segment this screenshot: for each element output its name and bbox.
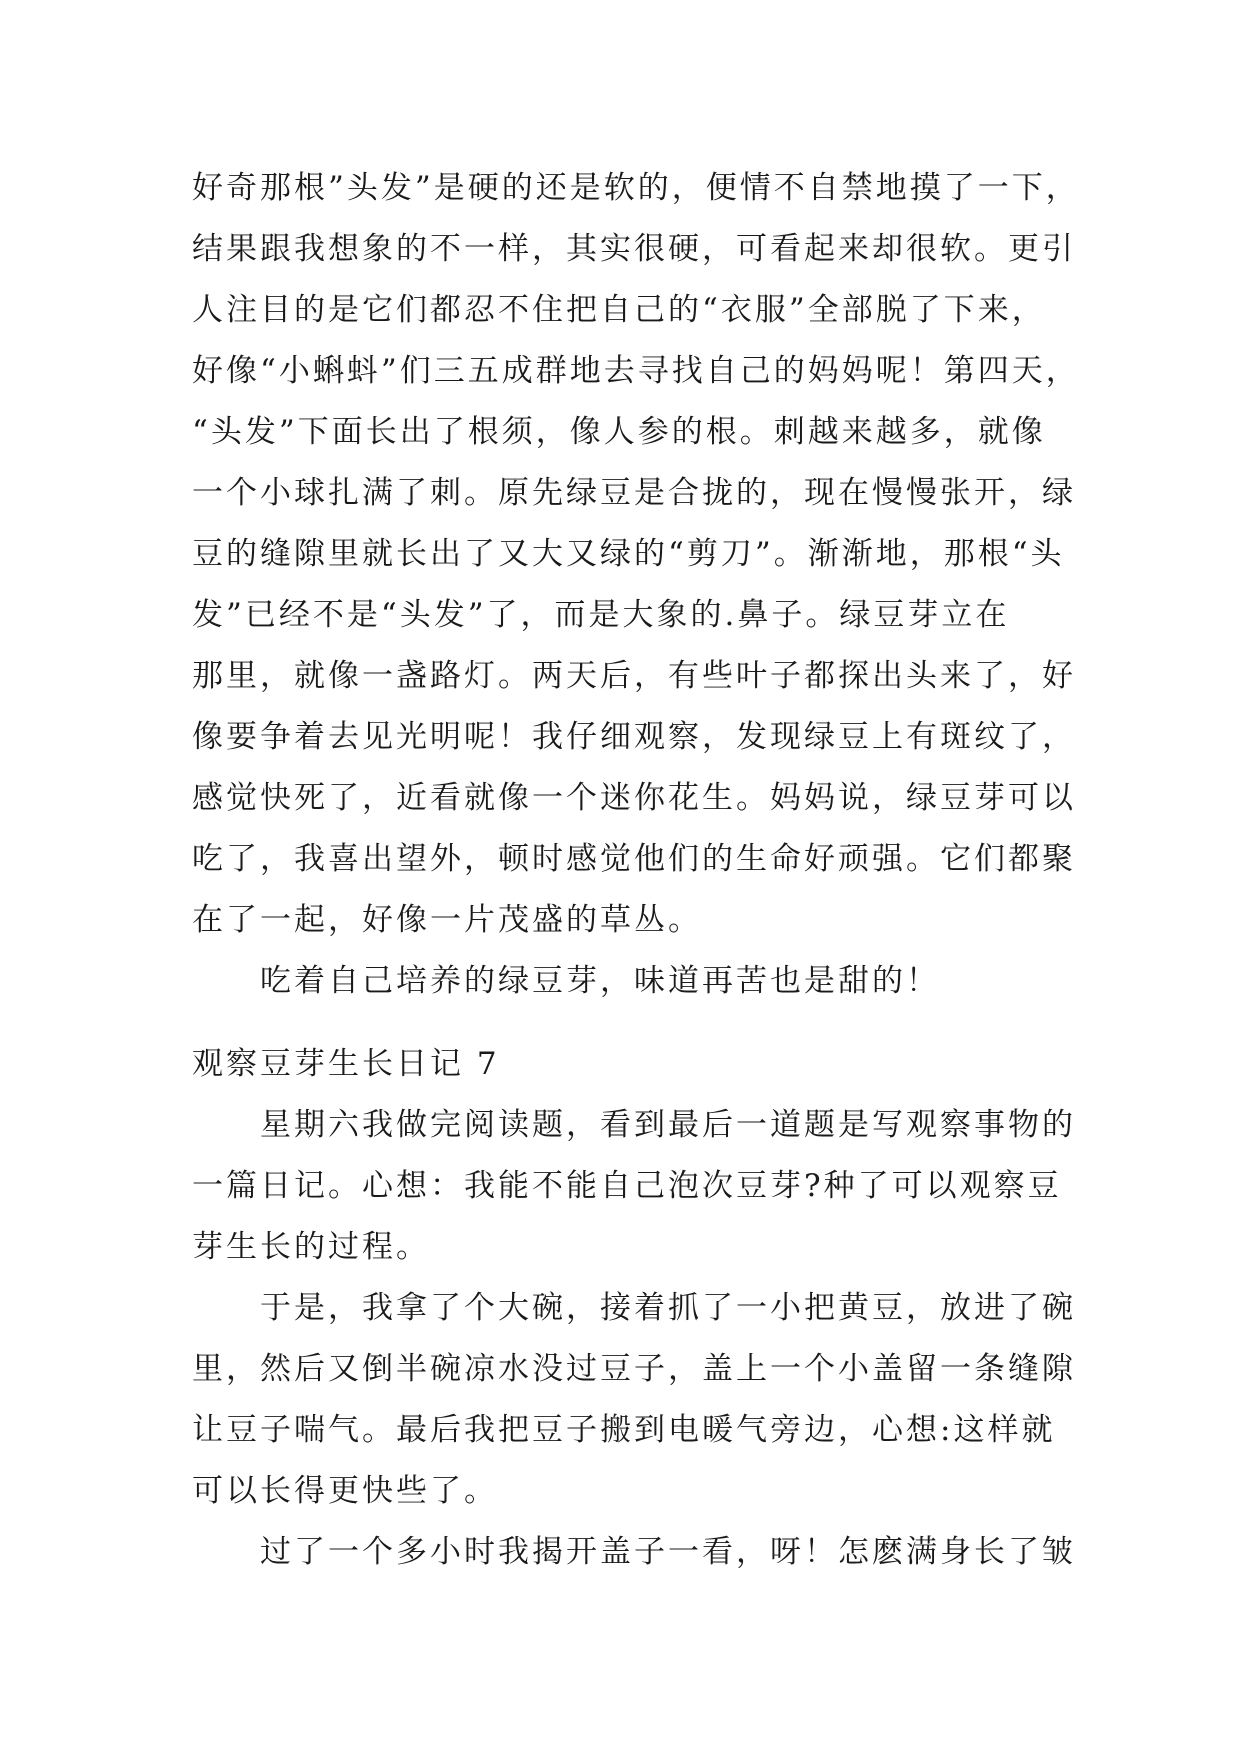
text-line: 结果跟我想象的不一样，其实很硬，可看起来却很软。更引 bbox=[192, 231, 1076, 267]
text-line: 感觉快死了，近看就像一个迷你花生。妈妈说，绿豆芽可以 bbox=[192, 780, 1076, 816]
paragraph bbox=[192, 1522, 1076, 1583]
text-line: 可以长得更快些了。 bbox=[192, 1473, 498, 1509]
text-line: 像要争着去见光明呢！我仔细观察，发现绿豆上有斑纹了， bbox=[192, 719, 1076, 755]
continuation-paragraph bbox=[192, 158, 1080, 1012]
paragraph bbox=[192, 1095, 1076, 1278]
text-line: 豆的缝隙里就长出了又大又绿的“剪刀”。渐渐地，那根“头 bbox=[192, 536, 1065, 572]
text-line: 人注目的是它们都忍不住把自己的“衣服”全部脱了下来， bbox=[192, 292, 1046, 328]
text-line: 星期六我做完阅读题，看到最后一道题是写观察事物的 bbox=[260, 1107, 1076, 1143]
text-line: 好奇那根”头发”是硬的还是软的，便情不自禁地摸了一下， bbox=[192, 170, 1080, 206]
text-line: 吃了，我喜出望外，顿时感觉他们的生命好顽强。它们都聚 bbox=[192, 841, 1076, 877]
text-line: “头发”下面长出了根须，像人参的根。刺越来越多，就像 bbox=[192, 414, 1046, 450]
text-line: 一篇日记。心想：我能不能自己泡次豆芽?种了可以观察豆 bbox=[192, 1168, 1062, 1204]
text-line: 一个小球扎满了刺。原先绿豆是合拢的，现在慢慢张开，绿 bbox=[192, 475, 1076, 511]
text-line: 好像“小蝌蚪”们三五成群地去寻找自己的妈妈呢！第四天， bbox=[192, 353, 1080, 389]
paragraph bbox=[192, 1278, 1076, 1522]
text-line: 芽生长的过程。 bbox=[192, 1229, 430, 1265]
text-line: 发”已经不是“头发”了，而是大象的.鼻子。绿豆芽立在 bbox=[192, 597, 1010, 633]
section-heading bbox=[192, 1034, 1072, 1095]
text-line: 在了一起，好像一片茂盛的草丛。 bbox=[192, 902, 702, 938]
text-line: 过了一个多小时我揭开盖子一看，呀！怎麽满身长了皱 bbox=[260, 1534, 1076, 1570]
text-line: 让豆子喘气。最后我把豆子搬到电暖气旁边，心想:这样就 bbox=[192, 1412, 1056, 1448]
text-line: 那里，就像一盏路灯。两天后，有些叶子都探出头来了，好 bbox=[192, 658, 1076, 694]
closing-line: 吃着自己培养的绿豆芽，味道再苦也是甜的！ bbox=[260, 963, 940, 999]
diary-body bbox=[192, 1095, 1076, 1583]
text-line: 里，然后又倒半碗凉水没过豆子，盖上一个小盖留一条缝隙 bbox=[192, 1351, 1076, 1387]
text-line: 于是，我拿了个大碗，接着抓了一小把黄豆，放进了碗 bbox=[260, 1290, 1076, 1326]
section-title: 观察豆芽生长日记 7 bbox=[192, 1046, 500, 1082]
